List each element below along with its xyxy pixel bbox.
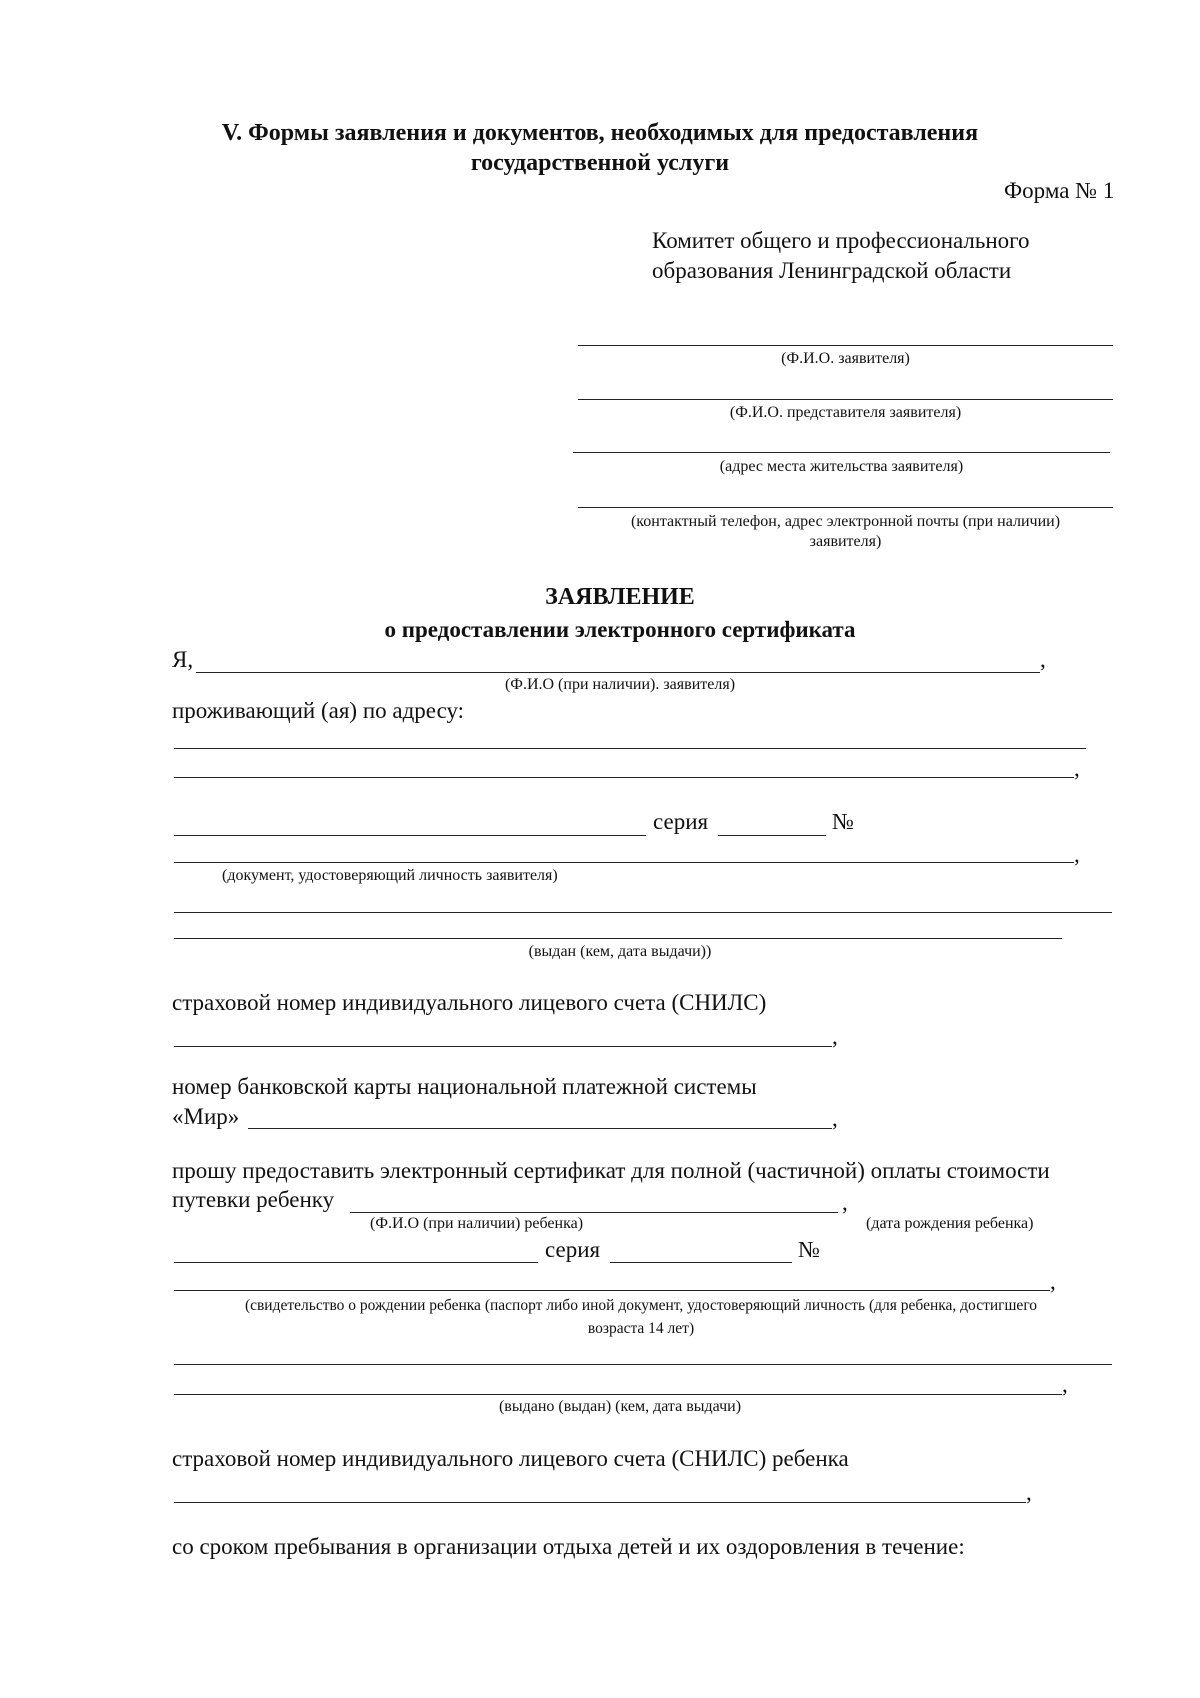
applicant-fio-field[interactable] xyxy=(578,345,1113,346)
birth-doc-number-field[interactable] xyxy=(174,1290,1050,1291)
applicant-name-field[interactable] xyxy=(196,672,1040,673)
birth-doc-type-field[interactable] xyxy=(174,1262,538,1263)
comma: , xyxy=(1050,1269,1056,1294)
address-line-1[interactable] xyxy=(174,748,1086,749)
id-number-field[interactable] xyxy=(174,862,1074,863)
comma: , xyxy=(842,1190,848,1215)
comma: , xyxy=(832,1106,838,1131)
child-snils-label: страховой номер индивидуального лицевого счета (СНИЛС) ребенка xyxy=(172,1446,849,1471)
series-label: серия xyxy=(653,809,709,834)
comma: , xyxy=(1040,647,1046,672)
id-issued-line-2[interactable] xyxy=(174,938,1062,939)
snils-label: страховой номер индивидуального лицевого счета (СНИЛС) xyxy=(172,990,767,1015)
child-issued-hint: (выдано (выдан) (кем, дата выдачи) xyxy=(498,1398,742,1415)
card-label: номер банковской карты национальной платежной системы xyxy=(172,1074,757,1099)
number-label: № xyxy=(832,809,854,834)
card-prefix: «Мир» xyxy=(172,1104,240,1129)
child-fio-field[interactable] xyxy=(350,1212,838,1213)
comma: , xyxy=(1074,756,1080,781)
comma: , xyxy=(1026,1480,1032,1505)
i-prefix: Я, xyxy=(172,647,194,672)
request-text: прошу предоставить электронный сертификат для полной (частичной) оплаты стоимости xyxy=(172,1158,1050,1183)
birth-doc-hint-line2: возраста 14 лет) xyxy=(587,1320,695,1337)
comma: , xyxy=(1074,842,1080,867)
series-label: серия xyxy=(545,1237,601,1262)
addressee-line1: Комитет общего и профессионального xyxy=(652,228,1030,253)
address-line-2[interactable] xyxy=(174,777,1074,778)
request-prefix: путевки ребенку xyxy=(172,1187,335,1212)
contact-hint-line2: заявителя) xyxy=(809,533,882,550)
number-label: № xyxy=(798,1237,820,1262)
child-issued-line-2[interactable] xyxy=(174,1394,1062,1395)
child-fio-hint: (Ф.И.О (при наличии) ребенка) xyxy=(370,1215,584,1232)
section-heading-line1: V. Формы заявления и документов, необходимых для предоставления xyxy=(221,120,979,146)
id-series-field[interactable] xyxy=(718,835,826,836)
snils-field[interactable] xyxy=(174,1046,832,1047)
document-title: ЗАЯВЛЕНИЕ xyxy=(545,584,695,610)
document-subtitle: о предоставлении электронного сертификата xyxy=(384,617,856,642)
birth-doc-hint-line1: (свидетельство о рождении ребенка (паспорт либо иной документ, удостоверяющий личность (для ребенка, достигшего xyxy=(244,1297,1038,1314)
child-birth-hint: (дата рождения ребенка) xyxy=(866,1215,1034,1232)
representative-fio-hint: (Ф.И.О. представителя заявителя) xyxy=(729,404,962,421)
id-document-type-field[interactable] xyxy=(174,835,646,836)
id-issued-line-1[interactable] xyxy=(174,912,1112,913)
birth-doc-series-field[interactable] xyxy=(610,1262,792,1263)
child-snils-field[interactable] xyxy=(174,1502,1026,1503)
comma: , xyxy=(832,1024,838,1049)
stay-period-label: со сроком пребывания в организации отдыха детей и их оздоровления в течение: xyxy=(172,1534,965,1559)
address-hint: (адрес места жительства заявителя) xyxy=(719,458,964,475)
addressee-line2: образования Ленинградской области xyxy=(652,258,1012,283)
form-number: Форма № 1 xyxy=(1004,178,1115,203)
applicant-name-hint: (Ф.И.О (при наличии). заявителя) xyxy=(504,676,736,693)
contact-hint-line1: (контактный телефон, адрес электронной почты (при наличии) xyxy=(630,513,1061,530)
contact-field[interactable] xyxy=(578,507,1113,508)
id-issued-hint: (выдан (кем, дата выдачи)) xyxy=(528,943,712,960)
id-document-hint: (документ, удостоверяющий личность заявителя) xyxy=(222,867,558,884)
residing-label: проживающий (ая) по адресу: xyxy=(172,698,465,723)
address-field[interactable] xyxy=(573,452,1110,453)
applicant-fio-hint: (Ф.И.О. заявителя) xyxy=(781,350,910,367)
representative-fio-field[interactable] xyxy=(578,399,1113,400)
section-heading-line2: государственной услуги xyxy=(470,150,730,176)
comma: , xyxy=(1062,1372,1068,1397)
child-issued-line-1[interactable] xyxy=(174,1364,1112,1365)
card-number-field[interactable] xyxy=(248,1128,832,1129)
